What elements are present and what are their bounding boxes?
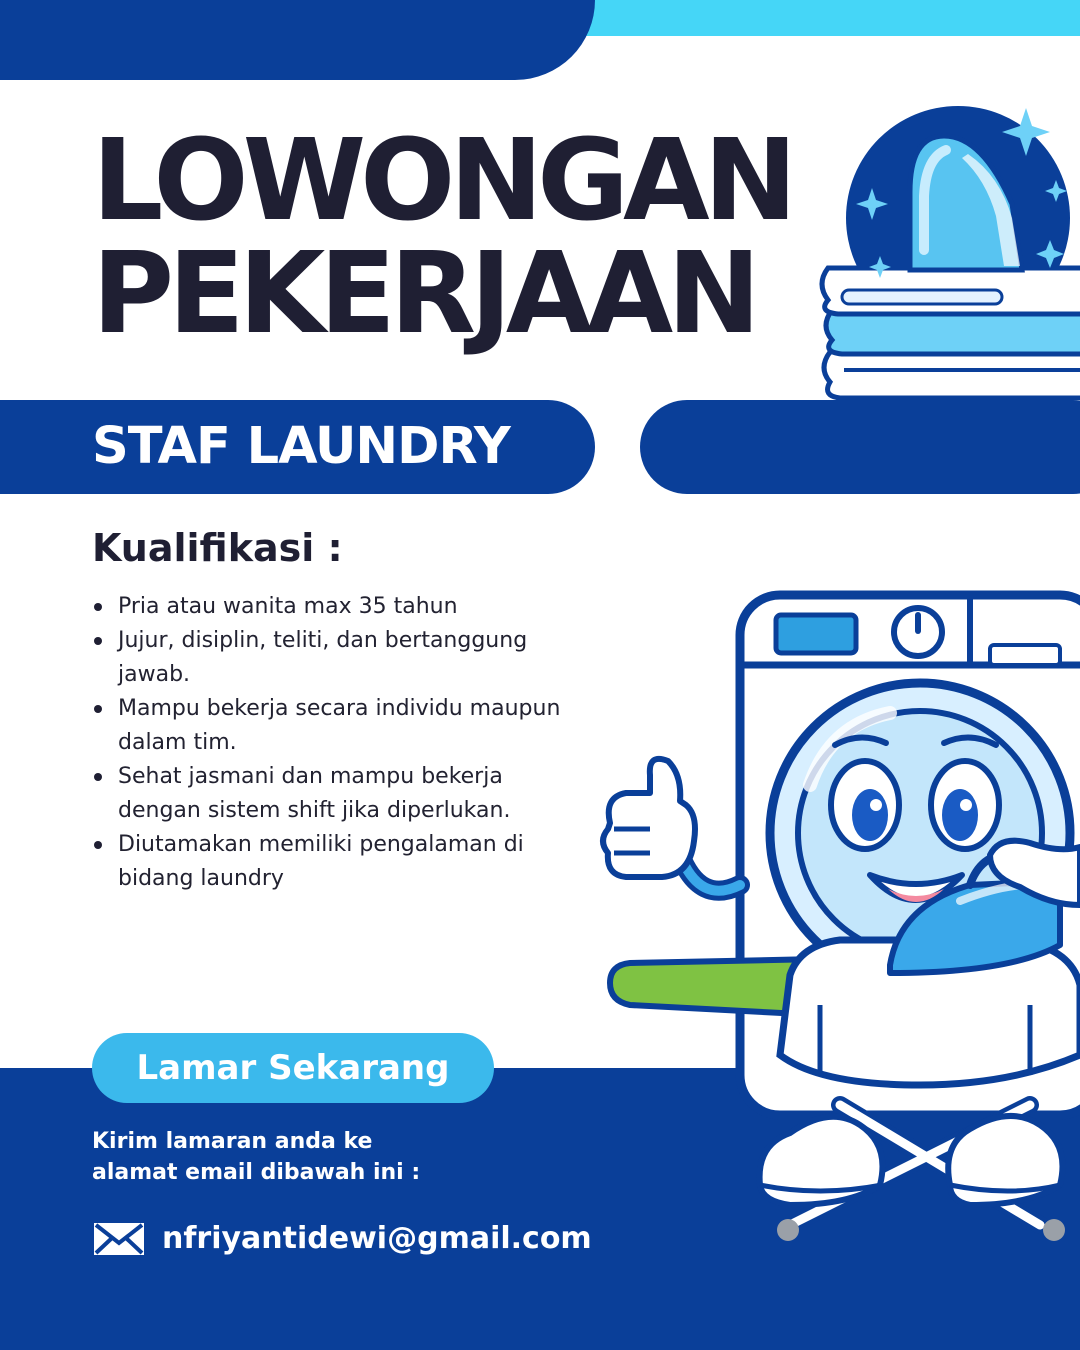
list-item: Jujur, disiplin, teliti, dan bertanggung jawab. [92, 624, 572, 692]
list-item: Mampu bekerja secara individu maupun dalam tim. [92, 692, 572, 760]
envelope-icon [92, 1221, 146, 1257]
qualifications-list [92, 590, 572, 896]
email-address[interactable]: nfriyantidewi@gmail.com [162, 1221, 592, 1256]
title-line-2: PEKERJAAN [92, 229, 755, 359]
role-banner [0, 400, 595, 494]
decorative-banner-right [640, 400, 1080, 494]
apply-now-button[interactable]: Lamar Sekarang [92, 1033, 494, 1103]
list-item: Diutamakan memiliki pengalaman di bidang laundry [92, 828, 572, 896]
send-instruction-line-1: Kirim lamaran anda ke [92, 1129, 373, 1154]
send-instruction-line-2: alamat email dibawah ini : [92, 1160, 421, 1185]
top-corner-shape [0, 0, 595, 80]
role-title: STAF LAUNDRY [92, 417, 510, 476]
list-item: Pria atau wanita max 35 tahun [92, 590, 572, 624]
title-line-1: LOWONGAN [92, 116, 792, 246]
washing-machine-mascot-illustration [590, 585, 1080, 1250]
qualifications-heading: Kualifikasi : [92, 526, 343, 570]
send-instruction [92, 1126, 512, 1188]
iron-illustration [800, 100, 1080, 400]
list-item: Sehat jasmani dan mampu bekerja dengan sistem shift jika diperlukan. [92, 760, 572, 828]
